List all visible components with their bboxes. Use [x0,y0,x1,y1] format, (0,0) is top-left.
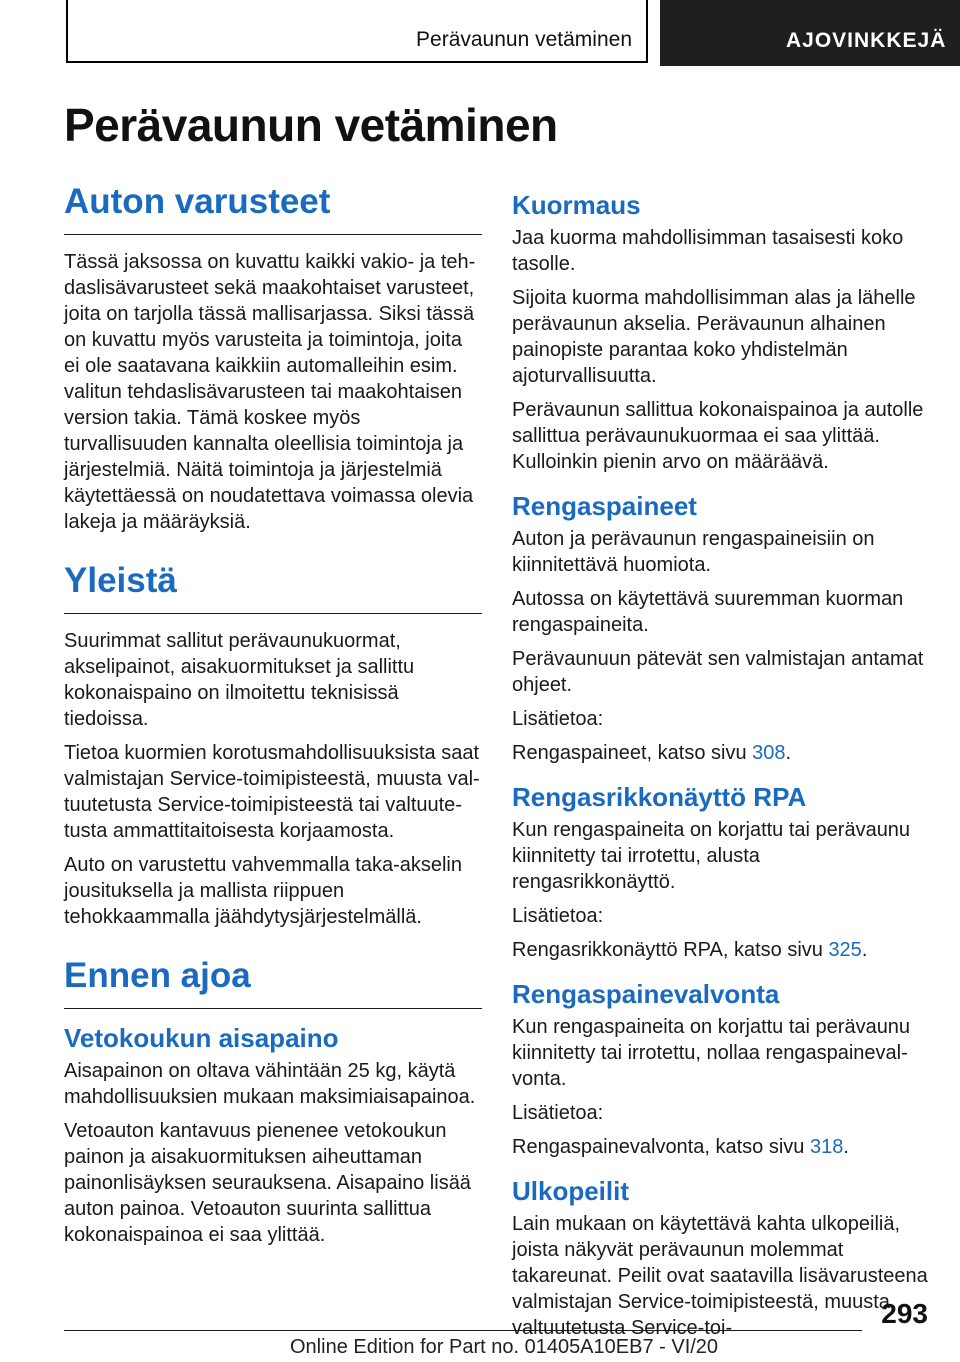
subheading-tyre-pressure: Rengaspaineet [512,491,697,521]
section-flat-tyre-monitor [512,782,928,963]
reference-text: Rengaspainevalvonta, katso sivu [512,1136,810,1158]
subheading-flat-tyre-monitor: Rengasrikkonäyttö RPA [512,782,807,812]
paragraph: Suurimmat sallitut perävaunukuormat, akselipainot, aisakuormitukset ja sallittu kokonaispaino on ilmoitettu teknisissä tiedoissa. [64,630,415,730]
paragraph: Autossa on käytettävä suuremman kuorman rengaspaineita. [512,588,904,636]
cross-reference [512,937,928,963]
more-info-label: Lisätietoa: [512,708,604,730]
cross-reference [512,740,928,766]
paragraph: Tietoa kuormien korotusmahdollisuuksista saat valmistajan Service-toimipisteestä, muusta valtuutetusta Service-toimipisteestä tai valtuutetusta ammattitaitoisesta korjaamosta. [64,742,480,842]
subheading-tyre-pressure-monitor: Rengaspainevalvonta [512,979,780,1009]
subheading-tongue-weight: Vetokoukun aisapaino [64,1023,339,1053]
section-loading [512,190,928,475]
page-header [0,0,960,66]
left-column [64,182,482,1274]
paragraph: Perävaunun sallittua kokonaispainoa ja autolle sallittua perävaunukuormaa ei saa ylittää. Kulloinkin pienin arvo on määräävä. [512,399,924,473]
chapter-title: AJOVINKKEJÄ [786,29,947,52]
section-tyre-pressure-monitor [512,979,928,1160]
reference-text: Rengaspaineet, katso sivu [512,742,753,764]
section-tyre-pressure [512,491,928,766]
subheading-loading: Kuormaus [512,190,641,220]
subheading-exterior-mirrors: Ulkopeilit [512,1176,630,1206]
edition-note: Online Edition for Part no. 01405A10EB7 - VI/20 [290,1336,719,1358]
page-number: 293 [881,1298,928,1329]
paragraph: Auton ja perävaunun rengaspaineisiin on kiinnitettävä huomiota. [512,528,875,576]
paragraph: Perävaunuun pätevät sen valmistajan antamat ohjeet. [512,648,924,696]
paragraph: Vetoauton kantavuus pienenee vetokoukun painon ja aisakuormituksen aiheuttaman painonlisäyksen seurauksena. Aisapaino lisää auton painoa. Vetoauton suurinta sallittua kokonaispainoa ei saa ylittää. [64,1120,471,1246]
page-link[interactable]: 308 [752,742,786,764]
paragraph: Tässä jaksossa on kuvattu kaikki vakio- ja tehdaslisävarusteet sekä maakohtaiset varusteet, joita on tarjolla tässä mallisarjassa. Siksi tässä on kuvattu myös varusteita ja toimintoja, joita ei ole saatavana kaikkiin automalleihin esim. valitun tehdaslisävarusteen tai maakohtaisen version takia. Tämä koskee myös turvallisuuden kannalta oleellisia toimintoja ja järjestelmiä. Näitä toimintoja ja järjestelmiä käytettäessä on noudatettava voimassa olevia lakeja ja määräyksiä. [64,251,476,533]
heading-equipment: Auton varusteet [64,182,482,235]
paragraph: Jaa kuorma mahdollisimman tasaisesti koko tasolle. [512,227,904,275]
section-tab [66,0,648,63]
section-equipment [64,182,482,535]
page-link[interactable]: 325 [828,939,862,961]
heading-general: Yleistä [64,561,482,614]
paragraph: Sijoita kuorma mahdollisimman alas ja lähelle perävaunun akselia. Perävaunun alhainen painopiste parantaa koko yhdistelmän ajoturvallisuutta. [512,287,916,387]
reference-text: Rengasrikkonäyttö RPA, katso sivu [512,939,829,961]
paragraph: Aisapainon on oltava vähintään 25 kg, käytä mahdollisuuksien mukaan maksimiaisapainoa. [64,1060,476,1108]
chapter-tab [660,0,960,66]
right-column [512,190,928,1357]
paragraph: Auto on varustettu vahvemmalla taka-akselin jousituksella ja mallista riippuen tehokkaammalla jäähdytysjärjestelmällä. [64,854,462,928]
page-title: Perävaunun vetäminen [64,99,558,151]
section-general [64,561,482,930]
page-link[interactable]: 318 [809,1136,844,1158]
reference-end: . [843,1136,849,1158]
heading-before-driving: Ennen ajoa [64,956,482,1009]
cross-reference [512,1134,928,1160]
more-info-label: Lisätietoa: [512,1102,604,1124]
paragraph: Kun rengaspaineita on korjattu tai perävaunu kiinnitetty tai irrotettu, nollaa rengaspainevalvonta. [512,1016,911,1090]
paragraph: Lain mukaan on käytettävä kahta ulkopeiliä, joista näkyvät perävaunun molemmat takareunat. Peilit ovat saatavilla lisävarusteena valmistajan Service-toimipisteestä, muusta valtuutetusta Service-toi- [512,1213,928,1339]
section-before-driving [64,956,482,1248]
reference-end: . [861,939,868,961]
reference-end: . [785,742,792,764]
more-info-label: Lisätietoa: [512,905,604,927]
paragraph: Kun rengaspaineita on korjattu tai perävaunu kiinnitetty tai irrotettu, alusta rengasrikkonäyttö. [512,819,911,893]
section-exterior-mirrors [512,1176,928,1341]
footer-divider [64,1330,862,1331]
section-title: Perävaunun vetäminen [416,28,632,51]
